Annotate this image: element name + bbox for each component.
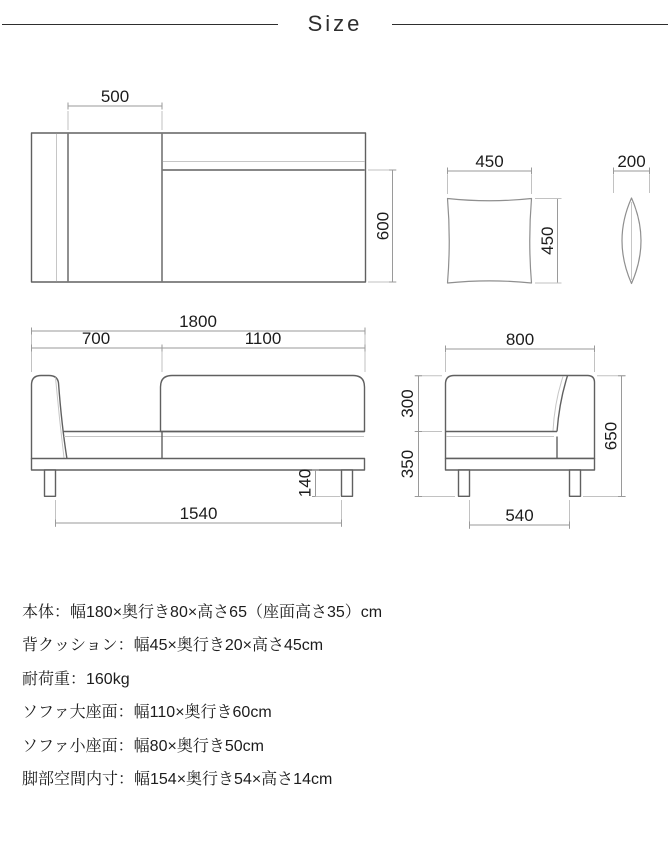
dim-label-cushion-height: 450 (538, 226, 557, 255)
dim-side-leg-span-540 (470, 500, 570, 529)
cushion-front-view (448, 152, 562, 283)
dim-backrest-height-300 (398, 376, 442, 432)
dim-label-seat-height: 350 (398, 449, 417, 479)
front-leg-right (342, 470, 353, 496)
dim-sections-700-1100 (32, 329, 366, 372)
spec-line-small-seat: ソファ小座面：幅80×奥行き50cm (22, 737, 264, 755)
cushion-side-view (614, 152, 650, 284)
side-leg-left (459, 470, 470, 496)
side-leg-right (570, 470, 581, 496)
front-backrest (161, 376, 365, 432)
dim-depth-800 (446, 330, 595, 372)
dim-label-seat-width: 500 (100, 87, 130, 106)
page-title: Size (307, 11, 363, 36)
dim-label-depth: 800 (505, 330, 535, 349)
dim-label-leg-span: 1540 (179, 504, 218, 523)
front-view (32, 312, 366, 527)
side-view (398, 330, 626, 529)
cushion-front-shape (448, 199, 532, 284)
front-leg-left (45, 470, 56, 496)
dim-cushion-width-450 (448, 152, 532, 194)
spec-line-load-capacity: 耐荷重：160kg (22, 670, 130, 688)
side-base (446, 459, 595, 471)
dim-label-left-section: 700 (81, 329, 111, 348)
dim-label-cushion-thickness: 200 (617, 152, 646, 171)
dim-label-seat-depth: 600 (373, 211, 393, 241)
dim-seat-width-500 (68, 87, 162, 130)
top-view (32, 87, 397, 282)
dim-label-total-width: 1800 (179, 312, 217, 331)
spec-line-back-cushion: 背クッション：幅45×奥行き20×高さ45cm (22, 637, 324, 655)
dim-label-leg-height: 140 (295, 468, 315, 498)
spec-line-leg-space: 脚部空間内寸：幅154×奥行き54×高さ14cm (22, 771, 333, 789)
dim-cushion-thickness-200 (614, 152, 650, 193)
spec-list (22, 596, 652, 796)
dim-label-right-section: 1100 (244, 329, 282, 348)
dim-label-cushion-width: 450 (475, 152, 504, 171)
dim-seat-depth-600 (368, 170, 397, 282)
dim-leg-height-140 (296, 469, 341, 497)
dim-label-side-leg-span: 540 (505, 506, 534, 525)
front-base (32, 459, 365, 471)
dim-cushion-height-450 (535, 199, 562, 284)
spec-line-body: 本体：幅180×奥行き80×高さ65（座面高さ35）cm (22, 604, 383, 621)
front-armrest (32, 376, 68, 460)
top-view-body (32, 133, 366, 282)
spec-line-large-seat: ソファ大座面：幅110×奥行き60cm (22, 704, 272, 722)
side-body (446, 376, 595, 459)
dim-label-total-height: 650 (601, 421, 621, 451)
dim-label-backrest-height: 300 (398, 389, 417, 418)
dim-leg-span-1540 (56, 500, 342, 527)
